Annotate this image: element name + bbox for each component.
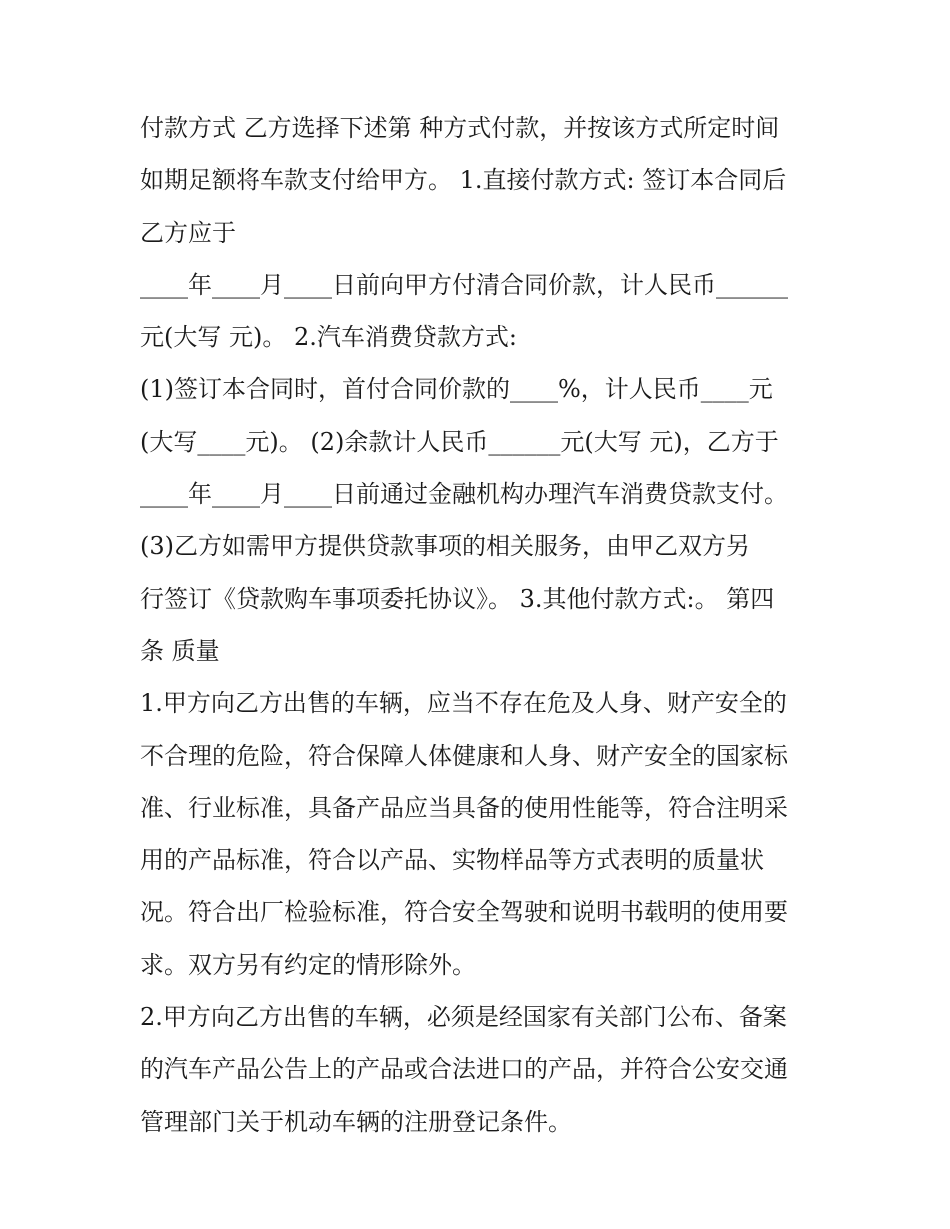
text-line: (1)签订本合同时，首付合同价款的____%，计人民币____元 bbox=[140, 375, 773, 404]
text-line: ____年____月____日前通过金融机构办理汽车消费贷款支付。 bbox=[140, 480, 788, 509]
text-line: 准、行业标准，具备产品应当具备的使用性能等，符合注明采 bbox=[140, 793, 788, 822]
text-line: ____年____月____日前向甲方付清合同价款，计人民币______ bbox=[140, 270, 788, 299]
text-line: 行签订《贷款购车事项委托协议》。 3.其他付款方式:。 第四 bbox=[140, 584, 775, 613]
text-line: 不合理的危险，符合保障人体健康和人身、财产安全的国家标 bbox=[140, 741, 788, 770]
text-line: 管理部门关于机动车辆的注册登记条件。 bbox=[140, 1107, 572, 1136]
text-line: 况。符合出厂检验标准，符合安全驾驶和说明书载明的使用要 bbox=[140, 898, 788, 927]
text-line: (大写____元)。 (2)余款计人民币______元(大写 元)，乙方于 bbox=[140, 427, 779, 456]
text-line: 1.甲方向乙方出售的车辆，应当不存在危及人身、财产安全的 bbox=[140, 689, 787, 718]
text-line: 2.甲方向乙方出售的车辆，必须是经国家有关部门公布、备案 bbox=[140, 1003, 787, 1032]
text-line: 元(大写 元)。 2.汽车消费贷款方式: bbox=[140, 323, 517, 352]
text-line: 的汽车产品公告上的产品或合法进口的产品，并符合公安交通 bbox=[140, 1055, 788, 1084]
text-line: (3)乙方如需甲方提供贷款事项的相关服务，由甲乙双方另 bbox=[140, 532, 750, 561]
text-line: 如期足额将车款支付给甲方。 1.直接付款方式: 签订本合同后 bbox=[140, 166, 787, 195]
contract-text bbox=[140, 102, 820, 1148]
text-line: 求。双方另有约定的情形除外。 bbox=[140, 950, 476, 979]
text-line: 付款方式 乙方选择下述第 种方式付款，并按该方式所定时间 bbox=[140, 114, 780, 142]
text-line: 用的产品标准，符合以产品、实物样品等方式表明的质量状 bbox=[140, 846, 764, 875]
text-line: 乙方应于 bbox=[140, 218, 236, 247]
section-heading: 条 质量 bbox=[140, 636, 220, 665]
